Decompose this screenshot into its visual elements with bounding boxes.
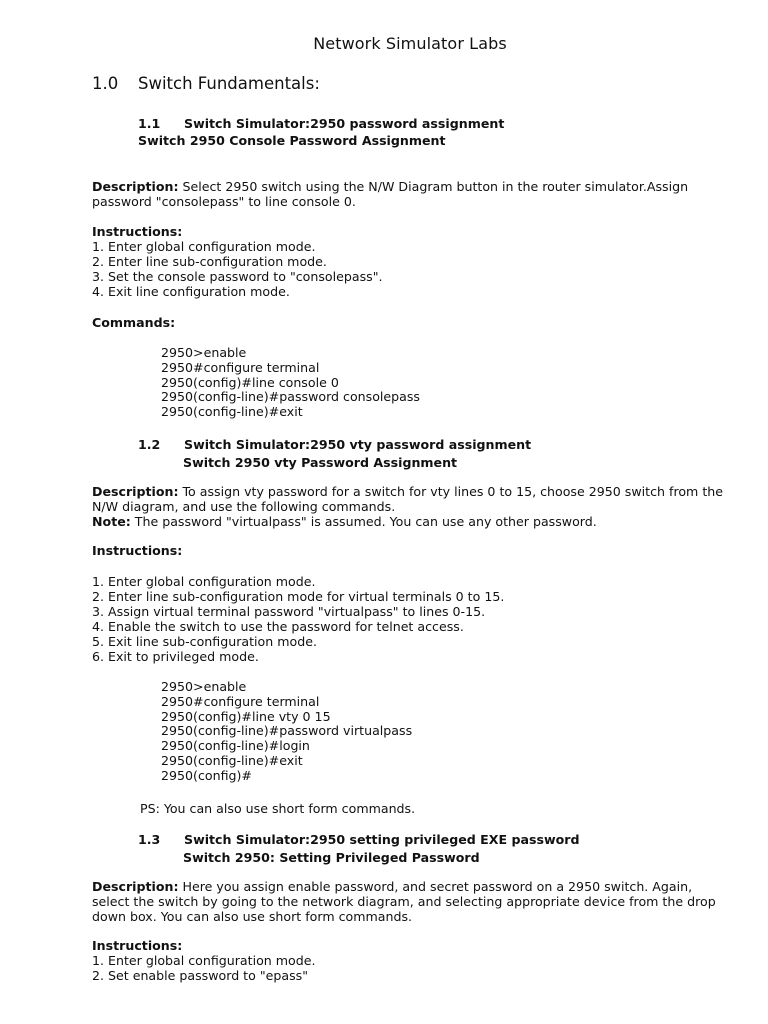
description-label: Description: bbox=[92, 484, 179, 499]
description-label: Description: bbox=[92, 179, 179, 194]
section-1-2-description bbox=[92, 484, 732, 514]
chapter-heading bbox=[92, 74, 320, 93]
commands-label: Commands: bbox=[92, 315, 176, 330]
section-1-3-instructions bbox=[92, 938, 316, 983]
description-text: To assign vty password for a switch for vty lines 0 to 15, choose 2950 switch from the N/W diagram, and use the following commands. bbox=[92, 484, 723, 514]
section-title: Switch Simulator:2950 setting privileged EXE password bbox=[184, 832, 580, 847]
chapter-title: Switch Fundamentals: bbox=[138, 74, 320, 93]
command-line: 2950>enable bbox=[161, 345, 247, 360]
section-1-1-commands bbox=[161, 346, 420, 420]
section-title: Switch Simulator:2950 password assignment bbox=[184, 116, 505, 131]
instruction-item: 2. Set enable password to "epass" bbox=[92, 968, 308, 983]
instruction-item: 4. Exit line configuration mode. bbox=[92, 284, 290, 299]
section-1-1-instructions bbox=[92, 224, 383, 299]
instruction-item: 1. Enter global configuration mode. bbox=[92, 953, 316, 968]
command-line: 2950(config-line)#login bbox=[161, 738, 310, 754]
section-1-2-subtitle: Switch 2950 vty Password Assignment bbox=[183, 455, 458, 470]
instruction-item: 2. Enter line sub-configuration mode. bbox=[92, 254, 327, 269]
section-1-1-subtitle: Switch 2950 Console Password Assignment bbox=[138, 133, 446, 148]
section-1-2-heading bbox=[138, 437, 531, 452]
command-line: 2950(config-line)#exit bbox=[161, 752, 303, 768]
command-line: 2950(config)# bbox=[161, 767, 252, 783]
section-1-3-subtitle: Switch 2950: Setting Privileged Password bbox=[183, 850, 480, 865]
command-line: 2950(config)#line console 0 bbox=[161, 374, 339, 390]
section-1-3-description bbox=[92, 879, 732, 924]
instruction-item: 6. Exit to privileged mode. bbox=[92, 649, 259, 664]
section-number: 1.3 bbox=[138, 832, 161, 847]
note-label: Note: bbox=[92, 514, 131, 529]
section-1-2-note bbox=[92, 514, 732, 529]
instructions-label: Instructions: bbox=[92, 224, 183, 239]
command-line: 2950(config)#line vty 0 15 bbox=[161, 708, 331, 724]
section-1-1-description bbox=[92, 179, 732, 209]
instruction-item: 1. Enter global configuration mode. bbox=[92, 574, 316, 589]
instruction-item: 1. Enter global configuration mode. bbox=[92, 239, 316, 254]
command-line: 2950(config-line)#password virtualpass bbox=[161, 723, 413, 739]
description-text: Select 2950 switch using the N/W Diagram button in the router simulator.Assign password "consolepass" to line console 0. bbox=[92, 179, 689, 209]
section-title: Switch Simulator:2950 vty password assignment bbox=[184, 437, 532, 452]
command-line: 2950(config-line)#exit bbox=[161, 404, 303, 420]
instruction-item: 3. Assign virtual terminal password "virtualpass" to lines 0-15. bbox=[92, 604, 486, 619]
instruction-item: 4. Enable the switch to use the password for telnet access. bbox=[92, 619, 464, 634]
instructions-label: Instructions: bbox=[92, 543, 183, 558]
command-line: 2950#configure terminal bbox=[161, 359, 320, 375]
section-number: 1.2 bbox=[138, 437, 161, 452]
chapter-number: 1.0 bbox=[92, 74, 119, 93]
description-text: Here you assign enable password, and secret password on a 2950 switch. Again, select the switch by going to the network diagram, and selecting appropriate device from the drop down box. You can also use short form commands. bbox=[92, 879, 716, 924]
section-1-2-instructions bbox=[92, 574, 504, 664]
instruction-item: 2. Enter line sub-configuration mode for virtual terminals 0 to 15. bbox=[92, 589, 505, 604]
section-1-2-commands bbox=[161, 680, 412, 784]
description-label: Description: bbox=[92, 879, 179, 894]
ps-note: PS: You can also use short form commands. bbox=[140, 801, 416, 816]
document-title: Network Simulator Labs bbox=[313, 34, 507, 53]
note-text: The password "virtualpass" is assumed. You can use any other password. bbox=[130, 514, 597, 529]
section-1-1-heading bbox=[138, 116, 504, 131]
section-number: 1.1 bbox=[138, 116, 161, 131]
instructions-label: Instructions: bbox=[92, 938, 183, 953]
instruction-item: 5. Exit line sub-configuration mode. bbox=[92, 634, 317, 649]
section-1-3-heading bbox=[138, 832, 579, 847]
command-line: 2950>enable bbox=[161, 679, 247, 694]
command-line: 2950(config-line)#password consolepass bbox=[161, 389, 420, 405]
command-line: 2950#configure terminal bbox=[161, 693, 320, 709]
instruction-item: 3. Set the console password to "consolepass". bbox=[92, 269, 383, 284]
